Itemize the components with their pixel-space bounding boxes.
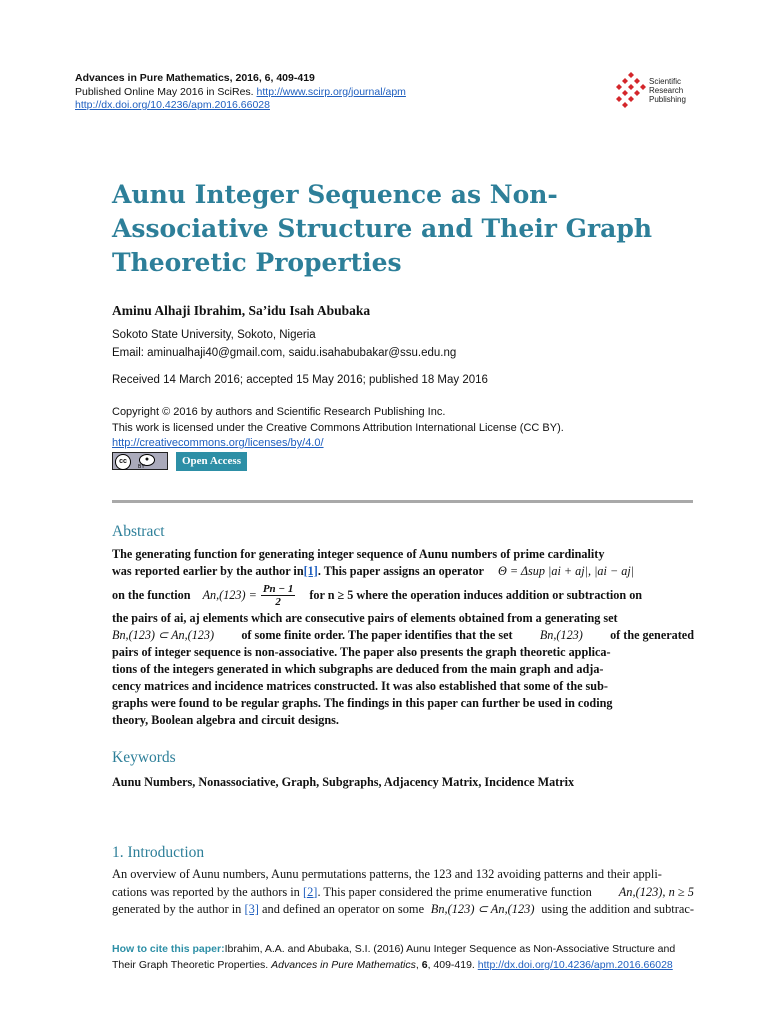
person-icon: ● (139, 454, 155, 466)
abstract-body: The generating function for generating integer sequence of Aunu numbers of prime cardinality was reported earlier by the author in [1] . This paper assigns an operator Θ = Δsup |ai + aj|, |ai − aj| on the function An,(123) = $\frac{Pn - 1}{2}$ for n ≥ 5 where the operation induces addition or subtraction on the pairs of ai, aj elements which are consecutive pairs of elements obtained from a generating set Bn,(123) ⊂ An,(123) of some finite order. The paper identifies that the set Bn,(123) of the generated pairs of integer sequence is non-associative. The paper also presents the graph theoretic applica- tions of the integers generated in which subgraphs are deduced from the main graph and adja- cency matrices and incidence matrices constructed. It was also established that some of the sub- graphs were found to be regular graphs. The findings in this paper can further be used in coding theory, Boolean algebra and circuit designs. (112, 547, 694, 727)
affiliation-block (112, 326, 456, 362)
ref-3-link[interactable]: [3] (244, 902, 259, 916)
introduction-heading: 1. Introduction (112, 844, 205, 861)
open-access-badge[interactable]: Open Access (176, 452, 247, 471)
abstract-heading: Abstract (112, 523, 165, 540)
affiliation: Sokoto State University, Sokoto, Nigeria (112, 329, 316, 341)
ref-1-link[interactable]: [1] (303, 564, 318, 578)
paper-title: Aunu Integer Sequence as Non-Associative Structure and Their Graph Theoretic Properties (112, 180, 652, 277)
cite-label: How to cite this paper: (112, 943, 225, 955)
cc-icon: cc (115, 454, 131, 470)
subset-formula: Bn,(123) ⊂ An,(123) (112, 628, 215, 642)
by-label: BY (138, 464, 145, 470)
logo-text: Scientific Research Publishing (649, 77, 686, 104)
journal-header (75, 72, 406, 113)
function-lhs: An,(123) = (202, 587, 257, 602)
cite-journal: Advances in Pure Mathematics (271, 959, 416, 971)
journal-link[interactable]: http://www.scirp.org/journal/apm (256, 85, 406, 98)
keywords-heading: Keywords (112, 749, 176, 766)
doi-link[interactable]: http://dx.doi.org/10.4236/apm.2016.66028 (75, 99, 270, 111)
published-line: Published Online May 2016 in SciRes. http://www.scirp.org/journal/apm (75, 85, 406, 98)
prime-function: An,(123), n ≥ 5 (618, 884, 694, 899)
journal-line: Advances in Pure Mathematics, 2016, 6, 409-419 (75, 72, 315, 84)
operator-formula: Θ = Δsup |ai + aj|, |ai − aj| (497, 564, 635, 578)
introduction-body: An overview of Aunu numbers, Aunu permutations patterns, the 123 and 132 avoiding patterns and their appli- cations was reported by the authors in [2]. This paper considered the prime enumerative function An,(123), n ≥ 5 generated by the author in [3] and defined an operator on some Bn,(123) ⊂ An,(123) using the addition and subtrac- (112, 867, 694, 916)
publisher-logo (614, 70, 704, 110)
email: Email: aminualhaji40@gmail.com, saidu.isahabubakar@ssu.edu.ng (112, 347, 457, 359)
cc-by-badge[interactable] (112, 452, 168, 470)
authors: Aminu Alhaji Ibrahim, Sa’idu Isah Abubaka (112, 303, 371, 318)
keywords-list: Aunu Numbers, Nonassociative, Graph, Subgraphs, Adjacency Matrix, Incidence Matrix (112, 775, 575, 789)
citation-footer: How to cite this paper: Ibrahim, A.A. and Abubaka, S.I. (2016) Aunu Integer Sequence as Non-Associative Structure and Their Graph Theoretic Properties. Advances in Pure Mathematics, 6, 409-419. http://dx.doi.org/10.4236/apm.2016.66028 (112, 943, 676, 971)
copyright-block: Copyright © 2016 by authors and Scientific Research Publishing Inc. This work is licensed under the Creative Commons Attribution International License (CC BY). http://creativecommons.org/licenses/by/4.0/ (112, 406, 564, 449)
scirp-diamonds-icon (614, 70, 648, 110)
section-divider (112, 500, 693, 503)
dates: Received 14 March 2016; accepted 15 May 2016; published 18 May 2016 (112, 374, 488, 386)
function-fraction: $\frac{Pn - 1}{2}$ (262, 582, 294, 608)
cite-doi-link[interactable]: http://dx.doi.org/10.4236/apm.2016.66028 (477, 959, 673, 971)
ref-2-link[interactable]: [2] (302, 884, 318, 899)
license-link[interactable]: http://creativecommons.org/licenses/by/4.0/ (112, 437, 324, 449)
